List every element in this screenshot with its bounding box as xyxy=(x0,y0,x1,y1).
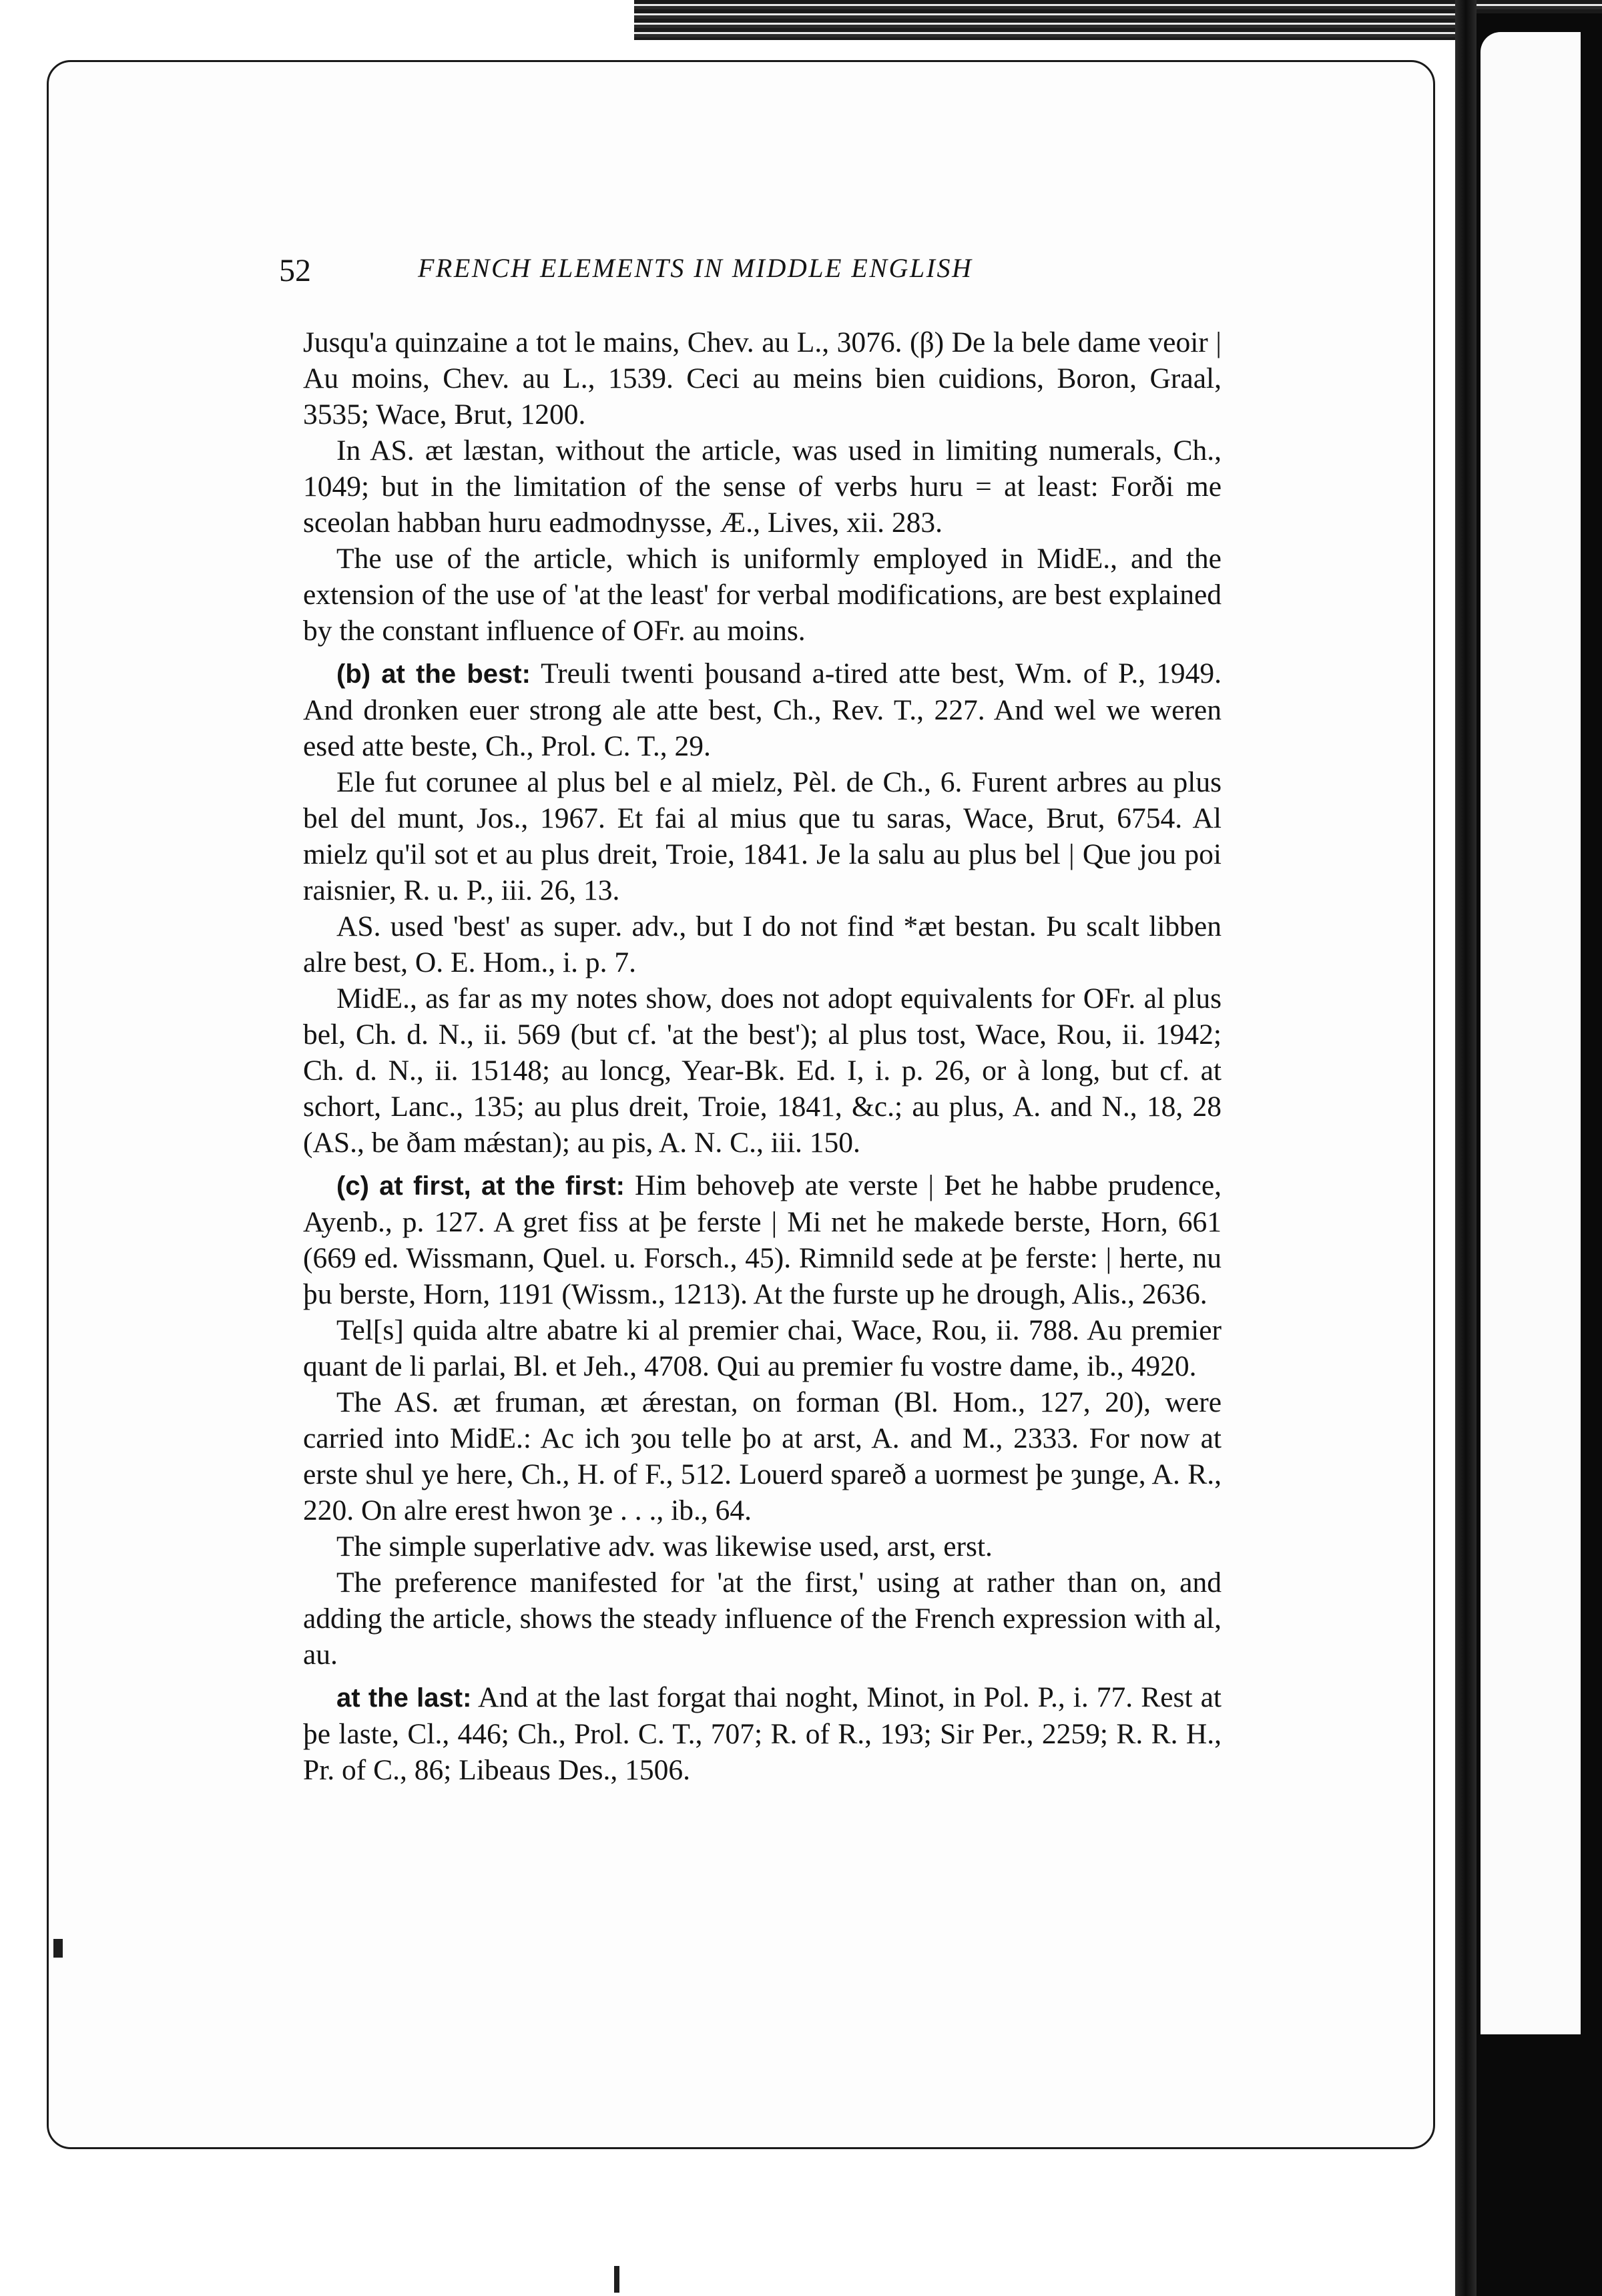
paragraph-13-text: And at the last forgat thai noght, Minot, in Pol. P., i. 77. Rest at þe laste, Cl., 446; Ch., Prol. C. T., 707; R. of R., 193; Sir Per., 2259; R. R. H., Pr. of C., 86; Libeaus Des., 1506. xyxy=(303,1681,1222,1786)
book-spine xyxy=(1455,0,1477,2296)
paragraph-at-the-last xyxy=(303,1679,1222,1788)
paragraph-9: Tel[s] quida altre abatre ki al premier chai, Wace, Rou, ii. 788. Au premier quant de li parlai, Bl. et Jeh., 4708. Qui au premier fu vostre dame, ib., 4920. xyxy=(303,1314,1222,1382)
paragraph-4-text: Treuli twenti þousand a-tired atte best, Wm. of P., 1949. And dronken euer strong ale atte best, Ch., Rev. T., 227. And wel we weren esed atte beste, Ch., Prol. C. T., 29. xyxy=(303,657,1222,762)
section-label-at-first: (c) at first, at the first: xyxy=(336,1171,625,1201)
paragraph-at-first xyxy=(303,1167,1222,1312)
paragraph-at-the-best xyxy=(303,655,1222,764)
paragraph-5: Ele fut corunee al plus bel e al mielz, Pèl. de Ch., 6. Furent arbres au plus bel del munt, Jos., 1967. Et fai al mius que tu saras, Wace, Brut, 6754. Al mielz qu'il sot et au plus dreit, Troie, 1841. Je la salu au plus bel | Que jou poi raisnier, R. u. P., iii. 26, 13. xyxy=(303,766,1222,906)
body-text xyxy=(303,324,1222,1788)
section-label-at-the-best: (b) at the best: xyxy=(336,659,531,689)
page-number: 52 xyxy=(279,253,311,288)
paragraph-12: The preference manifested for 'at the first,' using at rather than on, and adding the article, shows the steady influence of the French expression with al, au. xyxy=(303,1566,1222,1671)
paragraph-6: AS. used 'best' as super. adv., but I do not find *æt bestan. Þu scalt libben alre best, O. E. Hom., i. p. 7. xyxy=(303,910,1222,978)
paragraph-11: The simple superlative adv. was likewise used, arst, erst. xyxy=(336,1530,993,1562)
paragraph-7: MidE., as far as my notes show, does not adopt equivalents for OFr. al plus bel, Ch. d. N., ii. 569 (but cf. 'at the best'); al plus tost, Wace, Rou, ii. 1942; Ch. d. N., ii. 15148; au loncg, Year-Bk. Ed. I, i. p. 26, or à long, but cf. at schort, Lanc., 135; au plus dreit, Troie, 1841, &c.; au plus, A. and N., 18, 28 (AS., be ðam mǽstan); au pis, A. N. C., iii. 150. xyxy=(303,982,1222,1159)
paragraph-10: The AS. æt fruman, æt ǽrestan, on forman (Bl. Hom., 127, 20), were carried into MidE.: Ac ich ȝou telle þo at arst, A. and M., 2333. For now at erste shul ye here, Ch., H. of F., 512. Louerd spareð a uormest þe ȝunge, A. R., 220. On alre erest hwon ȝe . . ., ib., 64. xyxy=(303,1386,1222,1526)
section-label-at-the-last: at the last: xyxy=(336,1683,472,1713)
scan-mark-left xyxy=(53,1939,63,1958)
facing-page xyxy=(1481,32,1581,2034)
scan-mark-bottom xyxy=(614,2266,619,2293)
running-title: FRENCH ELEMENTS IN MIDDLE ENGLISH xyxy=(418,253,973,283)
paragraph-2: In AS. æt læstan, without the article, was used in limiting numerals, Ch., 1049; but in the limitation of the sense of verbs huru = at least: Forði me sceolan habban huru eadmodnysse, Æ., Lives, xii. 283. xyxy=(303,435,1222,539)
paragraph-1: Jusqu'a quinzaine a tot le mains, Chev. au L., 3076. (β) De la bele dame veoir | Au moins, Chev. au L., 1539. Ceci au meins bien cuidions, Boron, Graal, 3535; Wace, Brut, 1200. xyxy=(303,326,1222,431)
paragraph-3: The use of the article, which is uniformly employed in MidE., and the extension of the use of 'at the least' for verbal modifications, are best explained by the constant influence of OFr. au moins. xyxy=(303,543,1222,647)
paragraph-8-text: Him behoveþ ate verste | Þet he habbe prudence, Ayenb., p. 127. A gret fiss at þe ferste | Mi net he makede berste, Horn, 661 (669 ed. Wissmann, Quel. u. Forsch., 45). Rimnild sede at þe ferste: | herte, nu þu berste, Horn, 1191 (Wissm., 1213). At the furste up he drough, Alis., 2636. xyxy=(303,1169,1222,1310)
